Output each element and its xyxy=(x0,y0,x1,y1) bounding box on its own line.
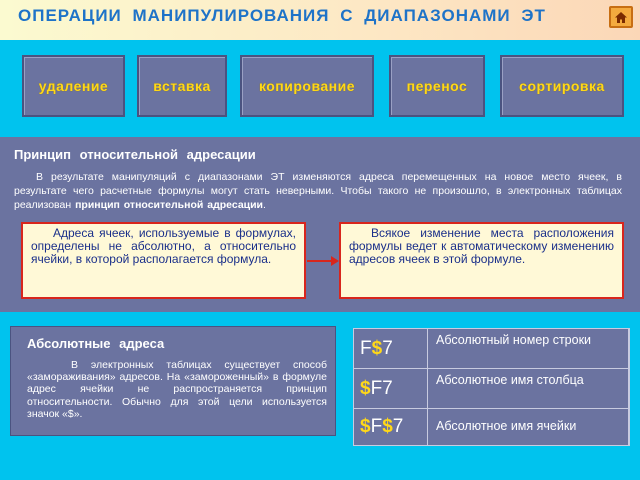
arrow-right-icon xyxy=(306,253,340,269)
key-part: F xyxy=(370,416,383,437)
dollar-sign: $ xyxy=(382,416,393,437)
table-row-3-desc: Абсолютное имя ячейки xyxy=(428,409,629,445)
copy-button[interactable]: копирование xyxy=(240,55,374,117)
header-bar xyxy=(0,0,640,40)
move-button[interactable]: перенос xyxy=(389,55,485,117)
intro-bold-term: принцип относительной адресации xyxy=(75,199,264,211)
page-title: ОПЕРАЦИИ МАНИПУЛИРОВАНИЯ С ДИАПАЗОНАМИ ЭТ xyxy=(18,6,546,25)
dollar-sign: $ xyxy=(360,416,371,437)
dollar-sign: $ xyxy=(360,377,371,399)
dollar-sign: $ xyxy=(371,337,383,359)
key-part: F7 xyxy=(370,377,393,399)
delete-button[interactable]: удаление xyxy=(22,55,125,117)
table-row-1-key xyxy=(354,329,428,369)
key-part: F xyxy=(360,337,372,359)
absolute-addresses-text: В электронных таблицах существует способ «замораживания» адресов. На «замороженный» в формуле адрес ячейки не распространяется принцип относительности. Обычно для этой цели используется значок «$». xyxy=(27,359,327,420)
key-part: 7 xyxy=(392,416,404,437)
key-part: 7 xyxy=(382,337,393,359)
relative-definition-box: Адреса ячеек, используемые в формулах, определены не абсолютно, а относительно ячейки, в которой располагается формула. xyxy=(21,222,306,299)
intro-text: В результате манипуляций с диапазонами ЭТ изменяются адреса перемещенных на новое место ячеек, в результате чего расчетные формулы могут стать неверными. Чтобы такого не произошло, в электронных таблицах реализован xyxy=(14,171,622,211)
table-row-2-desc: Абсолютное имя столбца xyxy=(428,369,629,409)
intro-end: . xyxy=(263,199,266,211)
absolute-addresses-panel xyxy=(10,326,336,436)
home-button[interactable] xyxy=(609,6,633,28)
table-row-3-key xyxy=(354,409,428,445)
relative-addressing-title: Принцип относительной адресации xyxy=(14,147,256,162)
sort-button[interactable]: сортировка xyxy=(500,55,624,117)
absolute-address-table xyxy=(353,328,630,446)
relative-addressing-intro xyxy=(14,170,622,212)
absolute-addresses-title: Абсолютные адреса xyxy=(27,336,165,351)
home-icon xyxy=(614,11,628,24)
insert-button[interactable]: вставка xyxy=(137,55,227,117)
table-row-1-desc: Абсолютный номер строки xyxy=(428,329,629,369)
relative-consequence-box: Всякое изменение места расположения формулы ведет к автоматическому изменению адресов ячеек в этой формуле. xyxy=(339,222,624,299)
table-row-2-key xyxy=(354,369,428,409)
